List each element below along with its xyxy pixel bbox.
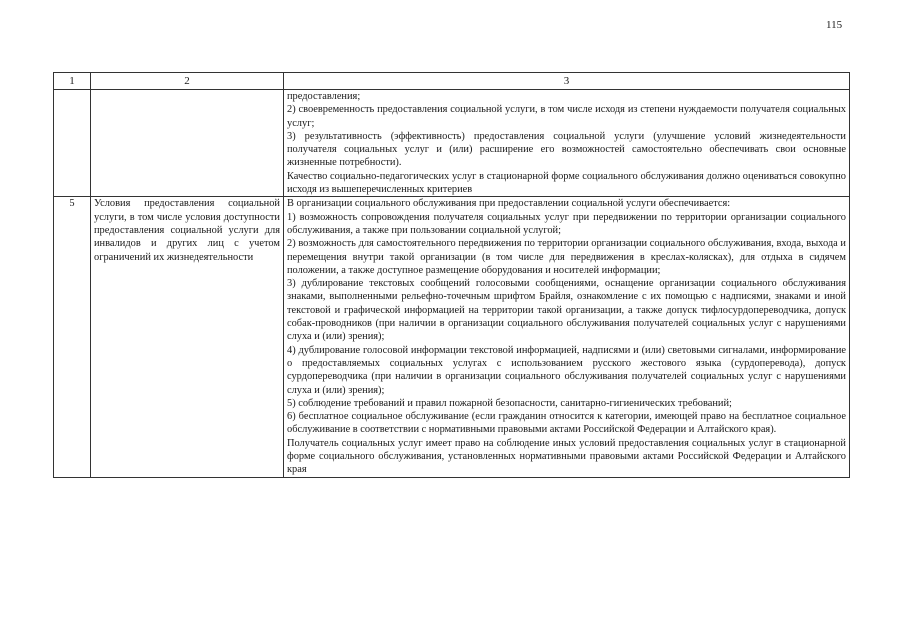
continued-line: 2) своевременность предоставления социальной услуги, в том числе исходя из степени нуждаемости получателя социальных услуг; [287,104,846,129]
row-paragraph: 1) возможность сопровождения получателя социальных услуг при передвижении по территории организации социального обслуживания, а также при пользовании социальной услугой; [287,211,846,236]
header-col-3: 3 [284,73,850,90]
continued-col-3 [284,90,850,197]
row-paragraph: 3) дублирование текстовых сообщений голосовыми сообщениями, оснащение организации социального обслуживания знаками, выполненными рельефно-точечным шрифтом Брайля, ознакомление с их помощью с надписями, знаками и иной текстовой и графической информацией на территории такой организации, а также допуск тифлосурдопереводчика, допуск собак-проводников (при наличии в организации социального обслуживания получателей социальных услуг с нарушениями слуха и (или) зрения); [287,278,846,343]
table-header-row [54,73,850,90]
continued-line: предоставления; [287,91,361,102]
header-col-2: 2 [91,73,284,90]
table-row-continued [54,90,850,197]
row-paragraph: Получатель социальных услуг имеет право на соблюдение иных условий предоставления социальных услуг в стационарной форме социального обслуживания, установленных нормативными правовыми актами Российской Федерации и Алтайского края [287,437,846,476]
header-col-1: 1 [54,73,91,90]
row-paragraph: 4) дублирование голосовой информации текстовой информацией, надписями и (или) световыми сигналами, информирование о предоставляемых социальных услугах с использованием русского жестового языка (сурдоперевода), допуск сурдопереводчика (при наличии в организации социального обслуживания получателей социальных услуг с нарушениями слуха и (или) зрения); [287,344,846,396]
continued-line: Качество социально-педагогических услуг в стационарной форме социального обслуживания должно оцениваться совокупно исходя из вышеперечисленных критериев [287,170,846,196]
row-paragraph: 6) бесплатное социальное обслуживание (если гражданин относится к категории, имеющей право на бесплатное социальное обслуживание в соответствии с нормативными правовыми актами Российской Федерации и Алтайского края). [287,411,846,436]
row-number: 5 [54,197,91,477]
row-content [284,197,850,477]
row-paragraph: 2) возможность для самостоятельного передвижения по территории организации социального обслуживания, входа, выхода и перемещения внутри такой организации (в том числе для передвижения в креслах-колясках), для отдыха в сидячем положении, а также доступное размещение оборудования и носителей информации; [287,238,846,276]
page-number: 115 [826,19,843,31]
continued-line: 3) результативность (эффективность) предоставления социальной услуги (улучшение условий жизнедеятельности получателя социальных услуг и (или) расширение его возможностей самостоятельно обеспечивать свои основные жизненные потребности). [287,130,846,169]
table-row-5 [54,197,850,477]
continued-col-1 [54,90,91,197]
row-paragraph: 5) соблюдение требований и правил пожарной безопасности, санитарно-гигиенических требований; [287,397,732,409]
continued-col-2 [91,90,284,197]
row-paragraph: В организации социального обслуживания при предоставлении социальной услуги обеспечивается: [287,198,731,210]
standard-table [53,72,850,478]
row-title: Условия предоставления социальной услуги, в том числе условия доступности предоставления социальной услуги для инвалидов и других лиц с учетом ограничений их жизнедеятельности [91,197,284,477]
